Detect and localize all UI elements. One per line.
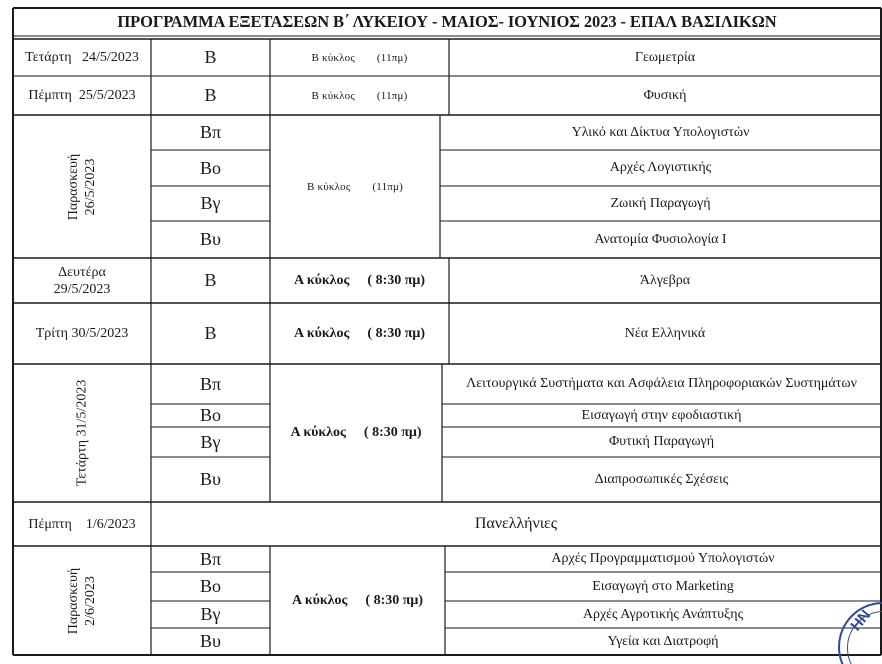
- class-code: Βγ: [200, 604, 221, 624]
- exam-session: [270, 76, 449, 115]
- class-code: Βυ: [200, 469, 221, 489]
- subject-name: Διαπροσωπικές Σχέσεις: [594, 471, 729, 487]
- session-time: ( 8:30 πμ): [365, 592, 424, 608]
- exam-date: [13, 39, 151, 76]
- exam-session: [270, 364, 442, 502]
- class-code: Βυ: [200, 631, 221, 651]
- session-label: Β κύκλος: [311, 89, 355, 102]
- class-code: Βο: [199, 576, 221, 596]
- exam-date-line: Παρασκευή: [66, 153, 81, 220]
- subject-name: Εισαγωγή στο Marketing: [592, 578, 734, 594]
- subject-name: Εισαγωγή στην εφοδιαστική: [581, 407, 742, 423]
- exam-date: [74, 380, 91, 487]
- exam-date: [65, 153, 99, 220]
- session-label: Α κύκλος: [293, 272, 350, 288]
- exam-date-line: Παρασκευή: [66, 567, 81, 634]
- class-code: Βγ: [200, 193, 221, 213]
- exam-note: Πανελλήνιες: [474, 515, 558, 532]
- class-code: Βο: [199, 405, 221, 425]
- exam-session: [270, 303, 449, 364]
- exam-date-line: Δευτέρα: [58, 264, 106, 280]
- subject-name: Αρχές Προγραμματισμού Υπολογιστών: [551, 551, 775, 566]
- class-code: Βπ: [199, 548, 222, 569]
- session-label: Α κύκλος: [290, 425, 346, 440]
- session-label: Β κύκλος: [307, 180, 351, 193]
- exam-date-line: Τετάρτη 31/5/2023: [74, 379, 90, 487]
- session-time: ( 8:30 πμ): [363, 425, 422, 440]
- class-code: Β: [204, 47, 217, 67]
- class-code: Βγ: [200, 431, 221, 452]
- session-time: (11πμ): [372, 180, 403, 193]
- exam-date-line: 29/5/2023: [53, 281, 111, 297]
- subject-name: Άλγεβρα: [639, 272, 691, 288]
- subject-name: Ζωική Παραγωγή: [610, 195, 711, 211]
- class-code: Β: [204, 85, 217, 105]
- exam-date: [13, 258, 151, 303]
- session-label: Β κύκλος: [311, 51, 355, 64]
- session-label: Α κύκλος: [291, 592, 348, 608]
- subject-name: Υλικό και Δίκτυα Υπολογιστών: [571, 124, 750, 140]
- class-code: Βυ: [200, 229, 221, 249]
- subject-name: Φυσική: [643, 87, 687, 103]
- subject-name: Γεωμετρία: [634, 49, 696, 65]
- exam-session: [270, 115, 440, 258]
- schedule-title: ΠΡΟΓΡΑΜΜΑ ΕΞΕΤΑΣΕΩΝ Β΄ ΛΥΚΕΙΟΥ - ΜΑΙΟΣ- ΙΟΥΝΙΟΣ 2023 - ΕΠΑΛ ΒΑΣΙΛΙΚΩΝ: [117, 12, 777, 31]
- subject-name: Φυτική Παραγωγή: [608, 434, 715, 449]
- subject-name: Υγεία και Διατροφή: [607, 633, 719, 649]
- class-code: Β: [204, 323, 217, 343]
- subject-name: Αρχές Λογιστικής: [609, 160, 712, 175]
- session-time: (11πμ): [376, 51, 408, 64]
- session-label: Α κύκλος: [293, 325, 350, 341]
- exam-session: [270, 258, 449, 303]
- exam-date-line: Πέμπτη 1/6/2023: [28, 516, 136, 532]
- school-seal: ΗΝ: [838, 602, 882, 664]
- exam-date-line: 26/5/2023: [83, 158, 98, 215]
- exam-date: [13, 76, 151, 115]
- subject-name: Ανατομία Φυσιολογία Ι: [594, 231, 727, 247]
- session-time: ( 8:30 πμ): [367, 272, 426, 288]
- exam-session: [270, 546, 445, 655]
- exam-date-line: Πέμπτη 25/5/2023: [28, 88, 136, 103]
- class-code: Βπ: [199, 122, 222, 142]
- session-time: (11πμ): [376, 89, 408, 102]
- exam-session: [270, 39, 449, 76]
- exam-date: [13, 502, 151, 546]
- subject-name: Αρχές Αγροτικής Ανάπτυξης: [582, 606, 744, 622]
- exam-date-line: Τετάρτη 24/5/2023: [25, 50, 139, 65]
- subject-name: Λειτουργικά Συστήματα και Ασφάλεια Πληροφοριακών Συστημάτων: [466, 376, 857, 391]
- subject-name: Νέα Ελληνικά: [624, 325, 706, 341]
- session-time: ( 8:30 πμ): [367, 325, 426, 341]
- class-code: Βπ: [199, 373, 222, 394]
- exam-date: [13, 303, 151, 364]
- exam-date-line: 2/6/2023: [83, 575, 98, 626]
- class-code: Β: [204, 270, 217, 290]
- class-code: Βο: [199, 157, 221, 178]
- exam-date-line: Τρίτη 30/5/2023: [35, 326, 129, 341]
- exam-date: [65, 567, 99, 634]
